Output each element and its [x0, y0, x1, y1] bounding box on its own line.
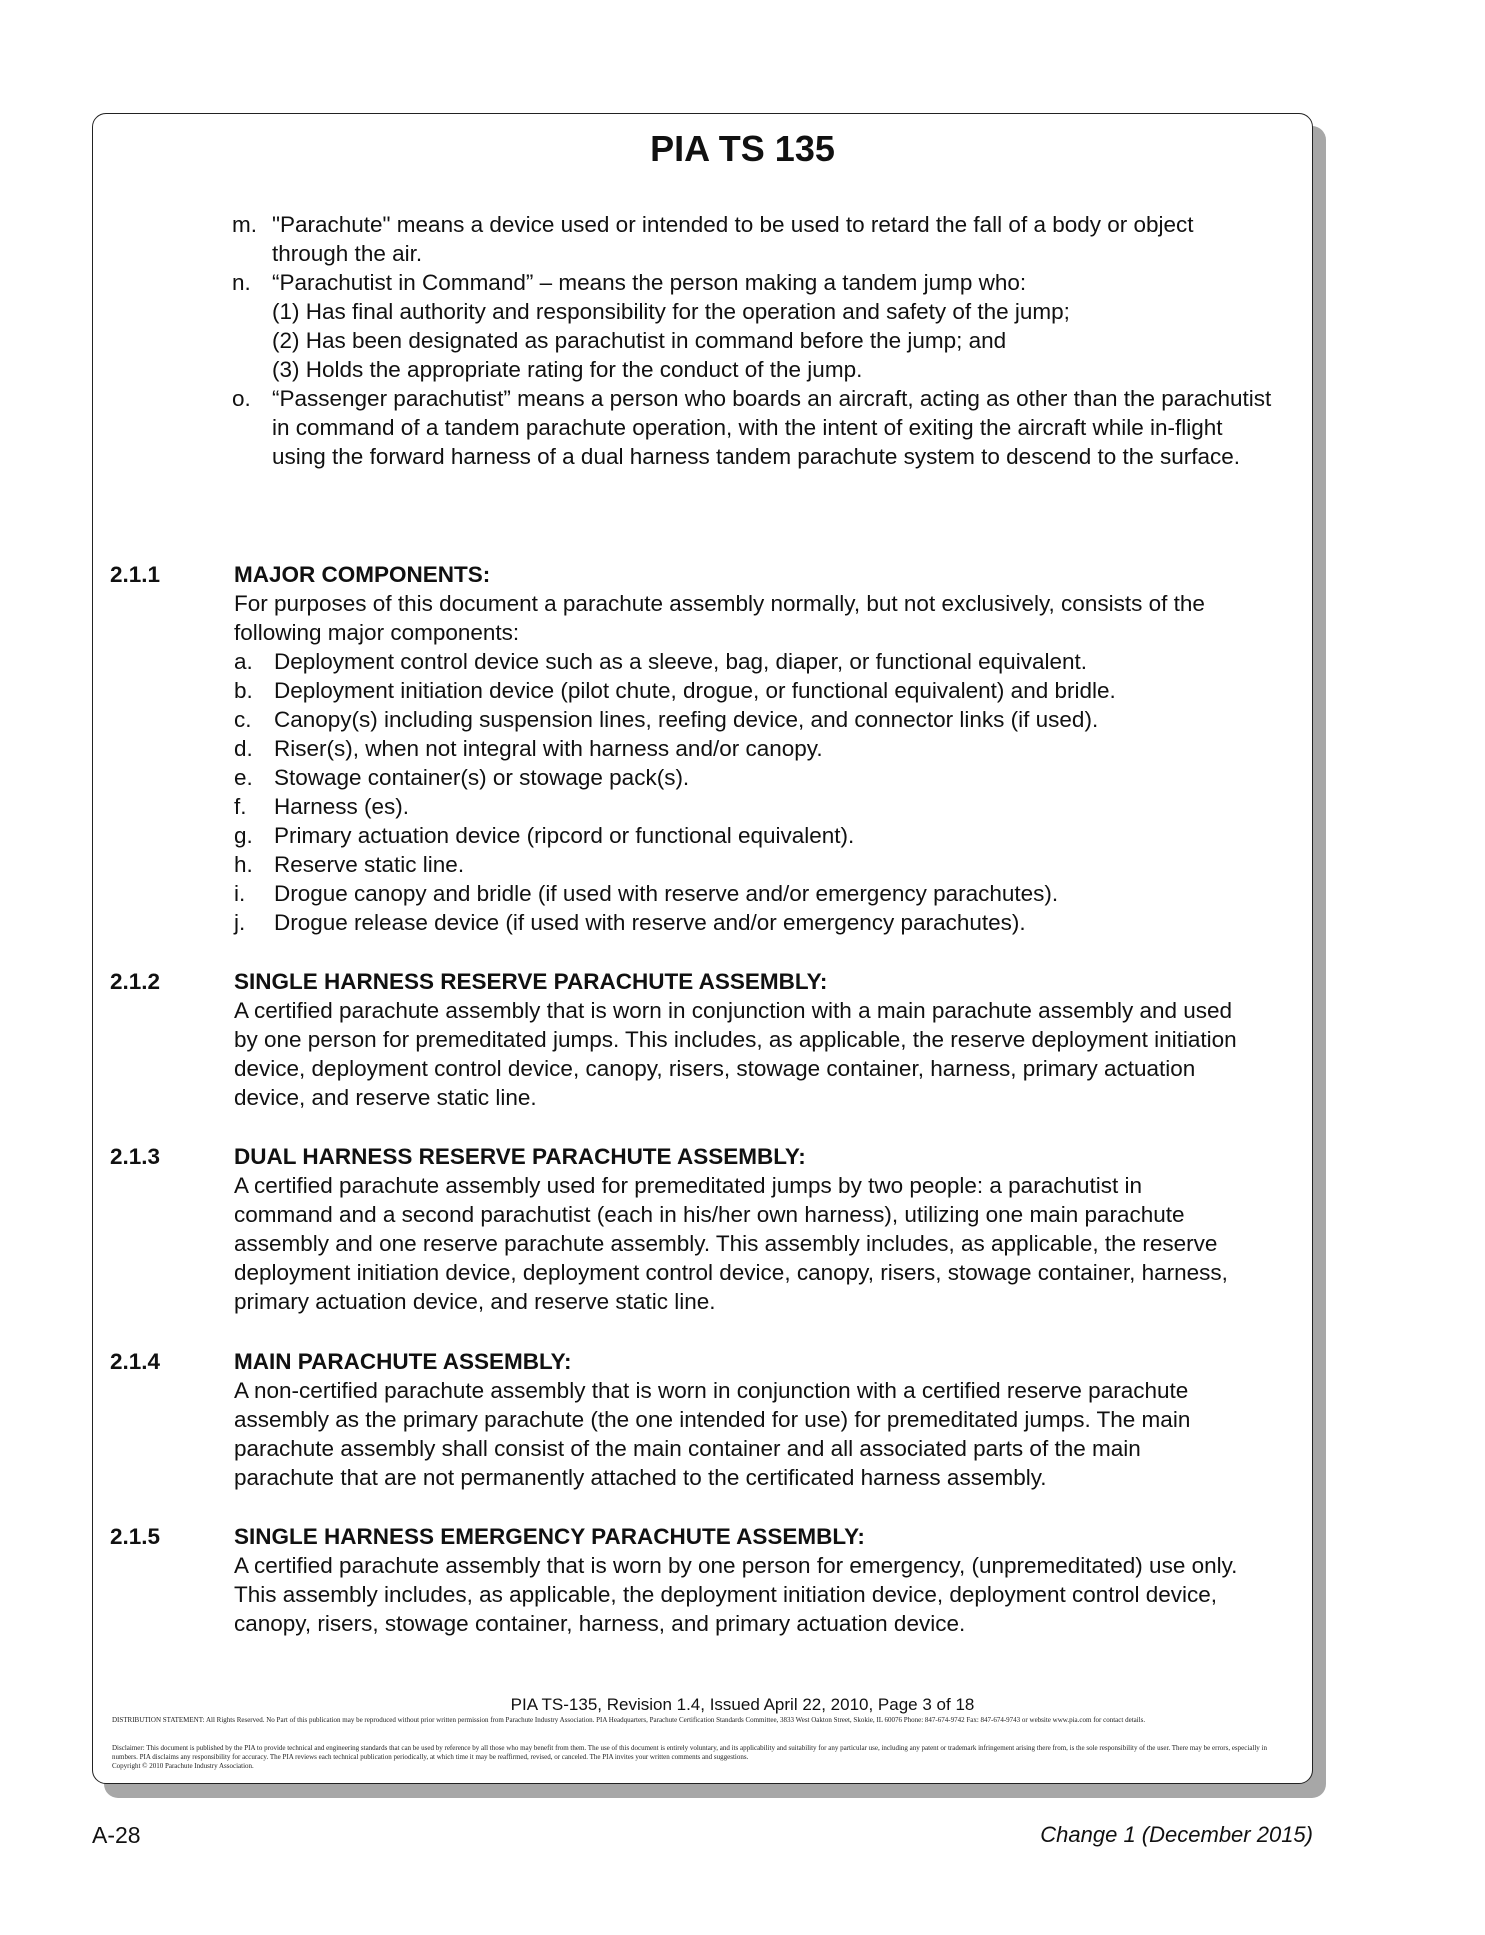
section-heading: SINGLE HARNESS RESERVE PARACHUTE ASSEMBLY: [234, 969, 828, 994]
item-letter: e. [234, 765, 253, 790]
component-item [234, 705, 1290, 734]
definition-item [232, 210, 1272, 268]
section-text: A certified parachute assembly that is worn by one person for emergency, (unpremeditated) use only. This assembly includes, as applicable, the deployment initiation device, deployment control device, canopy, risers, stowage container, harness, and primary actuation device. [234, 1553, 1238, 1636]
section-number: 2.1.3 [110, 1144, 161, 1169]
definition-sub: (3) Holds the appropriate rating for the conduct of the jump. [272, 357, 863, 382]
page-number: A-28 [92, 1822, 141, 1848]
component-item [234, 763, 1290, 792]
copyright: Copyright © 2010 Parachute Industry Association. [112, 1762, 254, 1770]
disclaimer [112, 1744, 1277, 1771]
item-text: Stowage container(s) or stowage pack(s). [274, 765, 690, 790]
item-text: Riser(s), when not integral with harness and/or canopy. [274, 736, 823, 761]
item-letter: i. [234, 881, 246, 906]
item-text: Primary actuation device (ripcord or functional equivalent). [274, 823, 855, 848]
section-number: 2.1.2 [110, 969, 161, 994]
component-list [234, 647, 1290, 937]
item-letter: j. [234, 910, 246, 935]
component-item [234, 647, 1290, 676]
section-number: 2.1.1 [110, 562, 161, 587]
component-item [234, 676, 1290, 705]
definition-letter: m. [232, 212, 257, 237]
item-letter: b. [234, 678, 253, 703]
section-text: A non-certified parachute assembly that is worn in conjunction with a certified reserve parachute assembly as the primary parachute (the one intended for use) for premeditated jumps. The main parachute assembly shall consist of the main container and all associated parts of the main parachute that are not permanently attached to the certificated harness assembly. [234, 1378, 1191, 1490]
component-item [234, 792, 1290, 821]
section-number: 2.1.5 [110, 1524, 161, 1549]
section-heading: DUAL HARNESS RESERVE PARACHUTE ASSEMBLY: [234, 1144, 806, 1169]
item-text: Harness (es). [274, 794, 410, 819]
distribution-statement: DISTRIBUTION STATEMENT: All Rights Reserved. No Part of this publication may be reproduced without prior written permission from Parachute Industry Association. PIA Headquarters, Parachute Certification Standards Committee, 3833 West Oakton Street, Skokie, IL 60076 Phone: 847-674-9742 Fax: 847-674-9743 or website www.pia.com for contact details. [112, 1716, 1146, 1724]
document-title: PIA TS 135 [650, 128, 835, 169]
change-note: Change 1 (December 2015) [1040, 1822, 1313, 1847]
definition-sub: (2) Has been designated as parachutist in command before the jump; and [272, 328, 1007, 353]
item-letter: g. [234, 823, 253, 848]
item-text: Drogue canopy and bridle (if used with reserve and/or emergency parachutes). [274, 881, 1059, 906]
item-letter: a. [234, 649, 253, 674]
disclaimer-text: Disclaimer: This document is published by the PIA to provide technical and engineering standards that can be used by reference by all those who may benefit from them. The use of this document is entirely voluntary, and its applicability and suitability for any particular use, including any patent or trademark infringement arising there from, is the sole responsibility of the user. There may be errors, especially in numbers. PIA disclaims any responsibility for accuracy. The PIA reviews each technical publication periodically, at which time it may be reaffirmed, revised, or canceled. The PIA invites your written comments and suggestions. [112, 1744, 1268, 1761]
section-heading: MAJOR COMPONENTS: [234, 562, 491, 587]
definition-text: “Passenger parachutist” means a person who boards an aircraft, acting as other than the parachutist in command of a tandem parachute operation, with the intent of exiting the aircraft while in-flight using the forward harness of a dual harness tandem parachute system to descend to the surface. [272, 386, 1272, 469]
component-item [234, 879, 1290, 908]
item-letter: d. [234, 736, 253, 761]
section-text: A certified parachute assembly used for premeditated jumps by two people: a parachutist in command and a second parachutist (each in his/her own harness), utilizing one main parachute assembly and one reserve parachute assembly. This assembly includes, as applicable, the reserve deployment initiation device, deployment control device, canopy, risers, stowage container, harness, primary actuation device, and reserve static line. [234, 1173, 1228, 1314]
item-text: Canopy(s) including suspension lines, reefing device, and connector links (if used). [274, 707, 1099, 732]
component-item [234, 908, 1290, 937]
item-letter: c. [234, 707, 252, 732]
item-letter: f. [234, 794, 247, 819]
component-item [234, 821, 1290, 850]
item-text: Drogue release device (if used with reserve and/or emergency parachutes). [274, 910, 1026, 935]
section-2-1-1 [110, 560, 1290, 937]
definition-sub: (1) Has final authority and responsibility for the operation and safety of the jump; [272, 299, 1070, 324]
section-heading: SINGLE HARNESS EMERGENCY PARACHUTE ASSEMBLY: [234, 1524, 865, 1549]
definition-text: “Parachutist in Command” – means the person making a tandem jump who: [272, 270, 1027, 295]
component-item [234, 734, 1290, 763]
definition-item [232, 384, 1272, 471]
definition-letter: o. [232, 386, 251, 411]
section-2-1-4 [110, 1347, 1290, 1492]
section-heading: MAIN PARACHUTE ASSEMBLY: [234, 1349, 572, 1374]
definition-list [232, 210, 1272, 471]
section-text: For purposes of this document a parachute assembly normally, but not exclusively, consists of the following major components: [234, 591, 1205, 645]
definition-item [232, 268, 1272, 384]
revision-line: PIA TS-135, Revision 1.4, Issued April 22, 2010, Page 3 of 18 [510, 1695, 975, 1714]
component-item [234, 850, 1290, 879]
item-letter: h. [234, 852, 253, 877]
section-2-1-2 [110, 967, 1290, 1112]
section-number: 2.1.4 [110, 1349, 161, 1374]
definition-letter: n. [232, 270, 251, 295]
definition-text: "Parachute" means a device used or intended to be used to retard the fall of a body or object through the air. [272, 212, 1194, 266]
section-text: A certified parachute assembly that is worn in conjunction with a main parachute assembly and used by one person for premeditated jumps. This includes, as applicable, the reserve deployment initiation device, deployment control device, canopy, risers, stowage container, harness, primary actuation device, and reserve static line. [234, 998, 1237, 1110]
item-text: Reserve static line. [274, 852, 465, 877]
item-text: Deployment initiation device (pilot chute, drogue, or functional equivalent) and bridle. [274, 678, 1116, 703]
section-2-1-3 [110, 1142, 1290, 1316]
item-text: Deployment control device such as a sleeve, bag, diaper, or functional equivalent. [274, 649, 1087, 674]
section-2-1-5 [110, 1522, 1290, 1638]
